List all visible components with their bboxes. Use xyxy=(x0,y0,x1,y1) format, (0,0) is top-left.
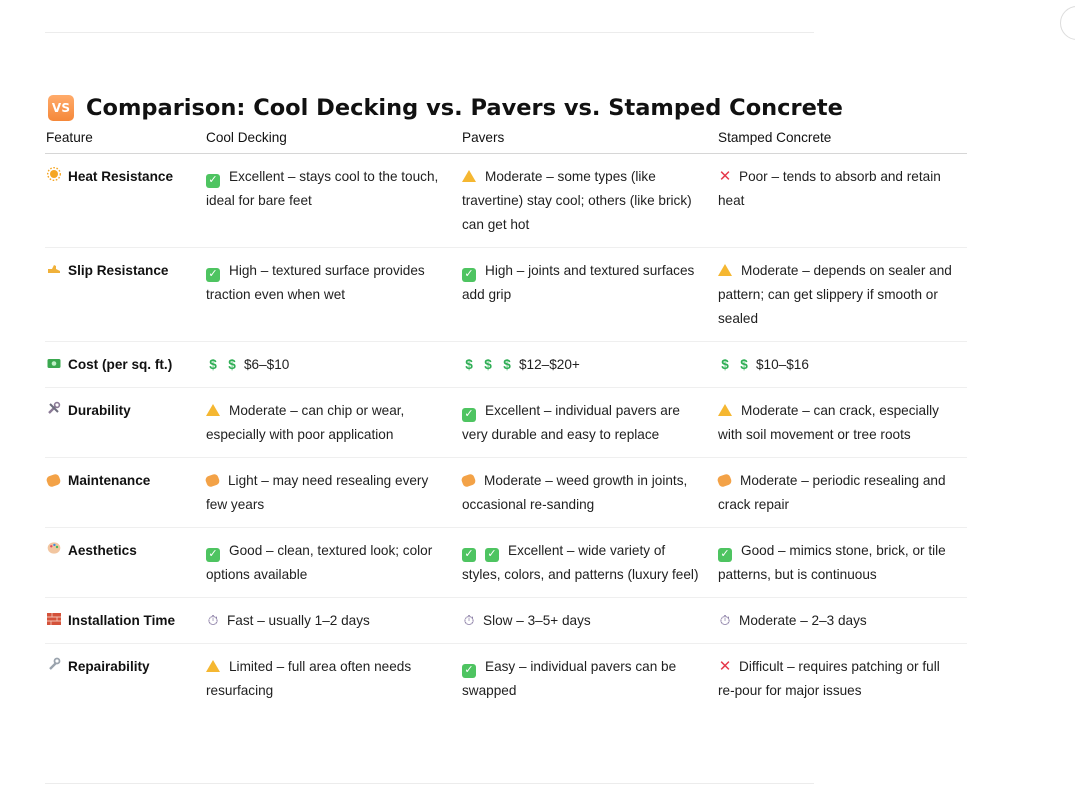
money-icon xyxy=(46,353,61,377)
check-icon: ✓ xyxy=(206,268,220,282)
value-cell xyxy=(205,598,461,644)
value-cell xyxy=(205,644,461,714)
value-text: Slow – 3–5+ days xyxy=(483,613,591,628)
value-cell xyxy=(461,598,717,644)
cross-icon: ✕ xyxy=(718,658,732,675)
value-cell xyxy=(461,154,717,248)
table-row xyxy=(45,528,967,598)
feature-label: Slip Resistance xyxy=(68,263,169,278)
feature-cell xyxy=(45,644,205,714)
warning-icon xyxy=(462,170,476,182)
value-text: Fast – usually 1–2 days xyxy=(227,613,370,628)
header-stamped-concrete: Stamped Concrete xyxy=(717,122,967,154)
bottom-divider xyxy=(45,783,814,784)
value-cell xyxy=(717,154,967,248)
feature-label: Installation Time xyxy=(68,613,176,628)
value-text: Moderate – depends on sealer and pattern; can get slippery if smooth or sealed xyxy=(718,263,952,326)
sponge-icon xyxy=(461,473,477,488)
sponge-icon xyxy=(717,473,733,488)
feature-cell xyxy=(45,458,205,528)
value-text: Moderate – some types (like travertine) stay cool; others (like brick) can get hot xyxy=(462,169,692,232)
value-cell xyxy=(717,342,967,388)
feature-label: Repairability xyxy=(68,659,150,674)
value-cell xyxy=(205,342,461,388)
wrench-icon xyxy=(46,655,61,679)
sun-icon xyxy=(46,165,61,189)
header-cool-decking: Cool Decking xyxy=(205,122,461,154)
comparison-table xyxy=(45,122,967,713)
check-icon: ✓ xyxy=(462,548,476,562)
check-icon: ✓ xyxy=(462,268,476,282)
tools-icon xyxy=(46,399,61,423)
value-text: Moderate – periodic resealing and crack repair xyxy=(718,473,946,512)
value-cell xyxy=(717,644,967,714)
check-icon: ✓ xyxy=(462,408,476,422)
stopwatch-icon: ⏱ xyxy=(463,613,475,628)
value-cell xyxy=(461,248,717,342)
value-cell xyxy=(717,248,967,342)
feature-cell xyxy=(45,528,205,598)
value-text: $6–$10 xyxy=(244,357,290,372)
brick-icon xyxy=(46,609,61,633)
value-cell xyxy=(461,458,717,528)
top-divider xyxy=(45,32,814,33)
value-text: Limited – full area often needs resurfacing xyxy=(206,659,412,698)
feature-cell xyxy=(45,342,205,388)
feature-cell xyxy=(45,248,205,342)
warning-icon xyxy=(206,660,220,672)
value-text: High – textured surface provides traction even when wet xyxy=(206,263,425,302)
value-text: Excellent – individual pavers are very durable and easy to replace xyxy=(462,403,680,442)
dollar-icon: $ xyxy=(209,357,217,372)
warning-icon xyxy=(718,404,732,416)
corner-button[interactable] xyxy=(1060,6,1075,40)
check-icon: ✓ xyxy=(462,664,476,678)
table-row xyxy=(45,248,967,342)
value-cell xyxy=(461,644,717,714)
value-cell xyxy=(461,342,717,388)
shoe-icon xyxy=(46,259,61,283)
value-text: Moderate – weed growth in joints, occasional re-sanding xyxy=(462,473,688,512)
value-cell xyxy=(205,528,461,598)
table-row xyxy=(45,388,967,458)
value-text: $12–$20+ xyxy=(519,357,580,372)
value-text: Excellent – stays cool to the touch, ideal for bare feet xyxy=(206,169,439,208)
section-title xyxy=(48,95,843,121)
feature-cell xyxy=(45,388,205,458)
feature-cell xyxy=(45,598,205,644)
stopwatch-icon: ⏱ xyxy=(719,613,731,628)
check-icon: ✓ xyxy=(206,548,220,562)
value-text: Easy – individual pavers can be swapped xyxy=(462,659,677,698)
feature-label: Cost (per sq. ft.) xyxy=(68,357,173,372)
header-pavers: Pavers xyxy=(461,122,717,154)
feature-label: Aesthetics xyxy=(68,543,137,558)
value-text: Poor – tends to absorb and retain heat xyxy=(718,169,941,208)
sponge-icon xyxy=(205,473,221,488)
stopwatch-icon: ⏱ xyxy=(207,613,219,628)
value-text: Moderate – 2–3 days xyxy=(739,613,867,628)
header-feature: Feature xyxy=(45,122,205,154)
check-icon: ✓ xyxy=(206,174,220,188)
value-cell xyxy=(717,528,967,598)
feature-label: Maintenance xyxy=(68,473,151,488)
cross-icon: ✕ xyxy=(718,168,732,185)
section-title-text: Comparison: Cool Decking vs. Pavers vs. Stamped Concrete xyxy=(86,94,843,121)
palette-icon xyxy=(46,539,61,563)
dollar-icon: $ xyxy=(228,357,236,372)
value-cell xyxy=(461,388,717,458)
value-cell xyxy=(461,528,717,598)
table-row xyxy=(45,644,967,714)
check-icon: ✓ xyxy=(485,548,499,562)
vs-icon: VS xyxy=(48,95,74,121)
warning-icon xyxy=(718,264,732,276)
value-cell xyxy=(205,154,461,248)
value-cell xyxy=(717,388,967,458)
feature-label: Durability xyxy=(68,403,131,418)
check-icon: ✓ xyxy=(718,548,732,562)
value-text: $10–$16 xyxy=(756,357,809,372)
value-cell xyxy=(717,598,967,644)
dollar-icon: $ xyxy=(503,357,511,372)
value-text: Good – mimics stone, brick, or tile patterns, but is continuous xyxy=(718,543,946,582)
dollar-icon: $ xyxy=(484,357,492,372)
value-text: Light – may need resealing every few years xyxy=(206,473,429,512)
dollar-icon: $ xyxy=(721,357,729,372)
value-cell xyxy=(205,388,461,458)
table-header-row xyxy=(45,122,967,154)
table-row xyxy=(45,598,967,644)
dollar-icon: $ xyxy=(465,357,473,372)
table-row xyxy=(45,342,967,388)
sponge-icon xyxy=(46,469,61,493)
value-text: Excellent – wide variety of styles, colors, and patterns (luxury feel) xyxy=(462,543,699,582)
dollar-icon: $ xyxy=(740,357,748,372)
feature-label: Heat Resistance xyxy=(68,169,174,184)
value-text: Good – clean, textured look; color options available xyxy=(206,543,433,582)
value-text: Difficult – requires patching or full re-pour for major issues xyxy=(718,659,940,698)
value-cell xyxy=(205,248,461,342)
value-text: High – joints and textured surfaces add grip xyxy=(462,263,695,302)
value-text: Moderate – can crack, especially with soil movement or tree roots xyxy=(718,403,939,442)
value-cell xyxy=(717,458,967,528)
table-body xyxy=(45,154,967,714)
table-row xyxy=(45,154,967,248)
warning-icon xyxy=(206,404,220,416)
table-row xyxy=(45,458,967,528)
feature-cell xyxy=(45,154,205,248)
value-cell xyxy=(205,458,461,528)
value-text: Moderate – can chip or wear, especially with poor application xyxy=(206,403,405,442)
